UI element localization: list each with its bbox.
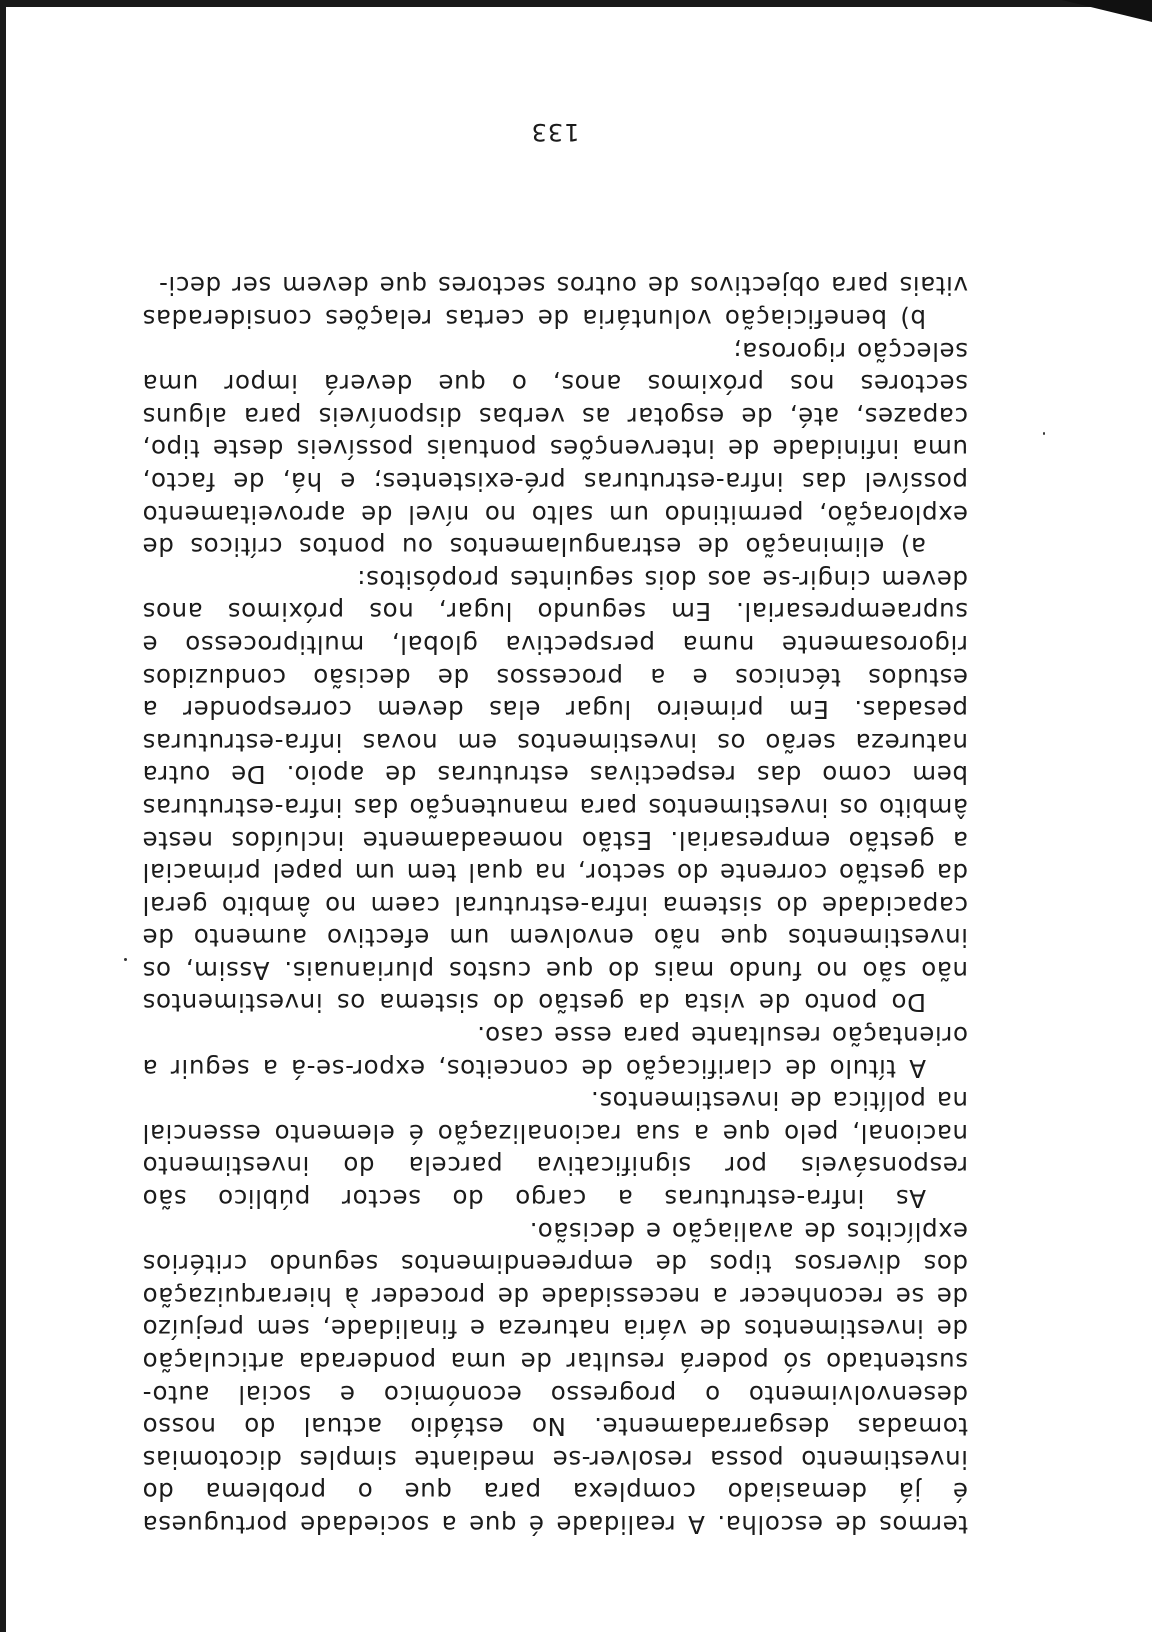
scanner-shadow-top xyxy=(0,0,1152,7)
paragraph-3: A título de clarificação de conceitos, expor-se-á a seguir a orientação resultante para esse caso. xyxy=(142,1021,968,1083)
body-text xyxy=(142,269,968,1540)
page-number: 133 xyxy=(530,118,580,146)
paragraph-4: Do ponto de vista da gestão do sistema os investimentos não são no fundo mais do que custos plurianuais. Assim, os investimentos que não envolvem um efectivo aumento de capacidade do sistema infra-estrutural caem no âmbito geral da gestão corrente do sector, na qual tem um papel primacial a gestão empresarial. Estão nomeadamente incluídos neste âmbito os investimentos para manutenção das infra-estruturas bem como das respectivas estruturas de apoio. De outra natureza serão os investimentos em novas infra-estruturas pesadas. Em primeiro lugar elas devem corresponder a estudos técnicos e a processos de decisão conduzidos rigorosamente numa perspectiva global, multiprocesso e supraempresarial. Em segundo lugar, nos próximos anos devem cingir-se aos dois seguintes propósitos: xyxy=(142,564,968,1018)
scan-speck xyxy=(1043,432,1045,435)
paragraph-6: b) beneficiação voluntária de certas relações consideradas vitais para objectivos de outros sectores que devem ser deci- xyxy=(142,271,968,334)
paragraph-5: a) eliminação de estrangulamentos ou pontos críticos de exploração, permitindo um salto no nível de aproveitamento possível das infra-estruturas pré-existentes; e há, de facto, uma infinidade de intervenções pontuais possíveis deste tipo, capazes, até, de esgotar as verbas disponíveis para alguns sectores nos próximos anos, o que deverá impor uma selecção rigorosa; xyxy=(142,336,968,562)
scan-speck xyxy=(124,958,127,961)
scanner-shadow-left xyxy=(0,0,6,1632)
paragraph-2: As infra-estruturas a cargo do sector público são responsáveis por significativa parcela do investimento nacional, pelo que a sua racionalização é elemento essencial na política de investimentos. xyxy=(142,1086,968,1214)
scanner-shadow-corner xyxy=(1062,0,1152,22)
paragraph-1: termos de escolha. A realidade é que a sociedade portuguesa é já demasiado complexa para que o problema do investimento possa resolver-se mediante simples dicotomias tomadas desgarradamente. No estádio actual do nosso desenvolvimento o progresso económico e social auto-sustentado só poderá resultar de uma ponderada articulação de investimentos de vária natureza e finalidade, sem prejuízo de se reconhecer a necessidade de proceder à hierarquização dos diversos tipos de empreendimentos segundo critérios explícitos de avaliação e decisão. xyxy=(142,1216,968,1539)
document-page xyxy=(140,110,970,1540)
